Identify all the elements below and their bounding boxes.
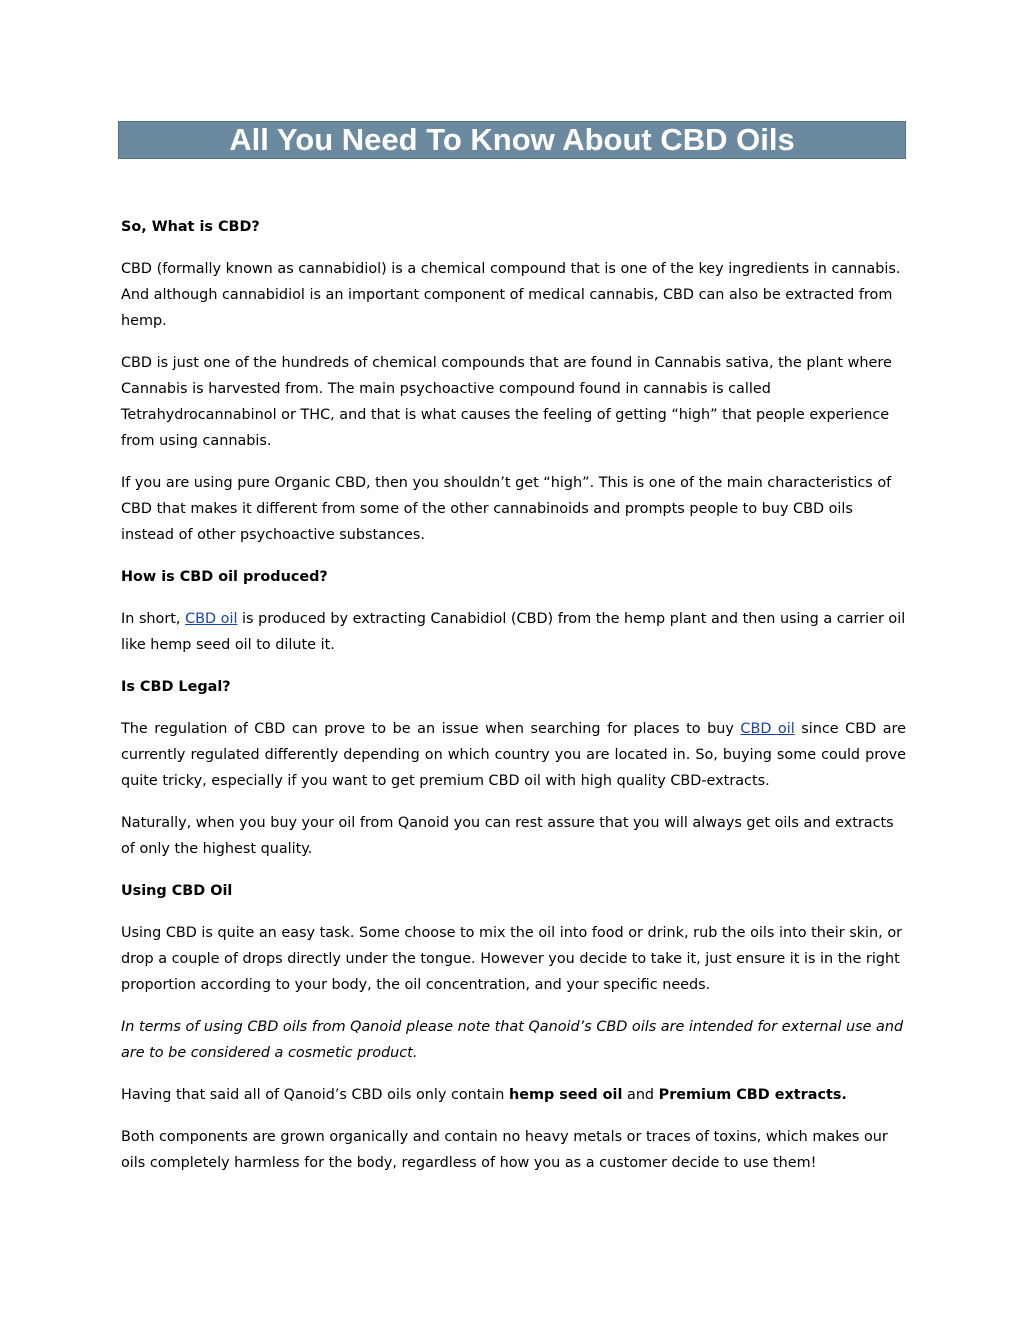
external-use-note: In terms of using CBD oils from Qanoid please note that Qanoid’s CBD oils are intended for external use and are to be considered a cosmetic product. (121, 1019, 904, 1061)
paragraph-cbd-compounds: CBD is just one of the hundreds of chemical compounds that are found in Cannabis sativa, the plant where Cannabis is harvested from. The main psychoactive compound found in cannabis is called Tetrahydrocannabinol or THC, and that is what causes the feeling of getting “high” that people experience from using cannabis. (121, 355, 892, 449)
regulation-text-start: The regulation of CBD can prove to be an issue when searching for places to buy (121, 721, 741, 737)
paragraph-ingredients (121, 1082, 906, 1108)
regulation-text-end: since CBD are currently regulated differently depending on which country you are located in. So, buying some could prove quite tricky, especially if you want to get premium CBD oil with high quality CBD-extracts. (121, 721, 906, 789)
cbd-oil-link[interactable]: CBD oil (740, 721, 795, 737)
title-banner (118, 121, 906, 159)
ingredient-hemp-seed-oil: hemp seed oil (508, 1087, 623, 1103)
paragraph-regulation (121, 716, 906, 794)
page-title: All You Need To Know About CBD Oils (229, 122, 795, 157)
heading-how-produced: How is CBD oil produced? (121, 569, 328, 585)
ingredient-premium-cbd: Premium CBD extracts. (658, 1087, 847, 1103)
paragraph-production (121, 606, 906, 658)
heading-is-cbd-legal: Is CBD Legal? (121, 679, 231, 695)
production-text-start: In short, (121, 611, 186, 627)
heading-what-is-cbd: So, What is CBD? (121, 219, 260, 235)
cbd-oil-link[interactable]: CBD oil (185, 611, 238, 627)
article-body (121, 214, 906, 1192)
paragraph-cbd-definition: CBD (formally known as cannabidiol) is a chemical compound that is one of the key ingredients in cannabis. And although cannabidiol is an important component of medical cannabis, CBD can also be extracted from hemp. (121, 261, 901, 329)
heading-using-cbd-oil: Using CBD Oil (121, 883, 233, 899)
paragraph-organic-components: Both components are grown organically and contain no heavy metals or traces of toxins, which makes our oils completely harmless for the body, regardless of how you as a customer decide to use them! (121, 1129, 888, 1171)
production-text-end: is produced by extracting Canabidiol (CBD) from the hemp plant and then using a carrier oil like hemp seed oil to dilute it. (121, 611, 906, 653)
paragraph-qanoid-quality: Naturally, when you buy your oil from Qanoid you can rest assure that you will always get oils and extracts of only the highest quality. (121, 815, 894, 857)
paragraph-organic-cbd: If you are using pure Organic CBD, then you shouldn’t get “high”. This is one of the main characteristics of CBD that makes it different from some of the other cannabinoids and prompts people to buy CBD oils instead of other psychoactive substances. (121, 475, 892, 543)
paragraph-usage: Using CBD is quite an easy task. Some choose to mix the oil into food or drink, rub the oils into their skin, or drop a couple of drops directly under the tongue. However you decide to take it, just ensure it is in the right proportion according to your body, the oil concentration, and your specific needs. (121, 925, 903, 993)
ingredients-text-and: and (622, 1087, 659, 1103)
paragraph-external-use-note (121, 1014, 906, 1066)
ingredients-text-start: Having that said all of Qanoid’s CBD oils only contain (121, 1087, 509, 1103)
